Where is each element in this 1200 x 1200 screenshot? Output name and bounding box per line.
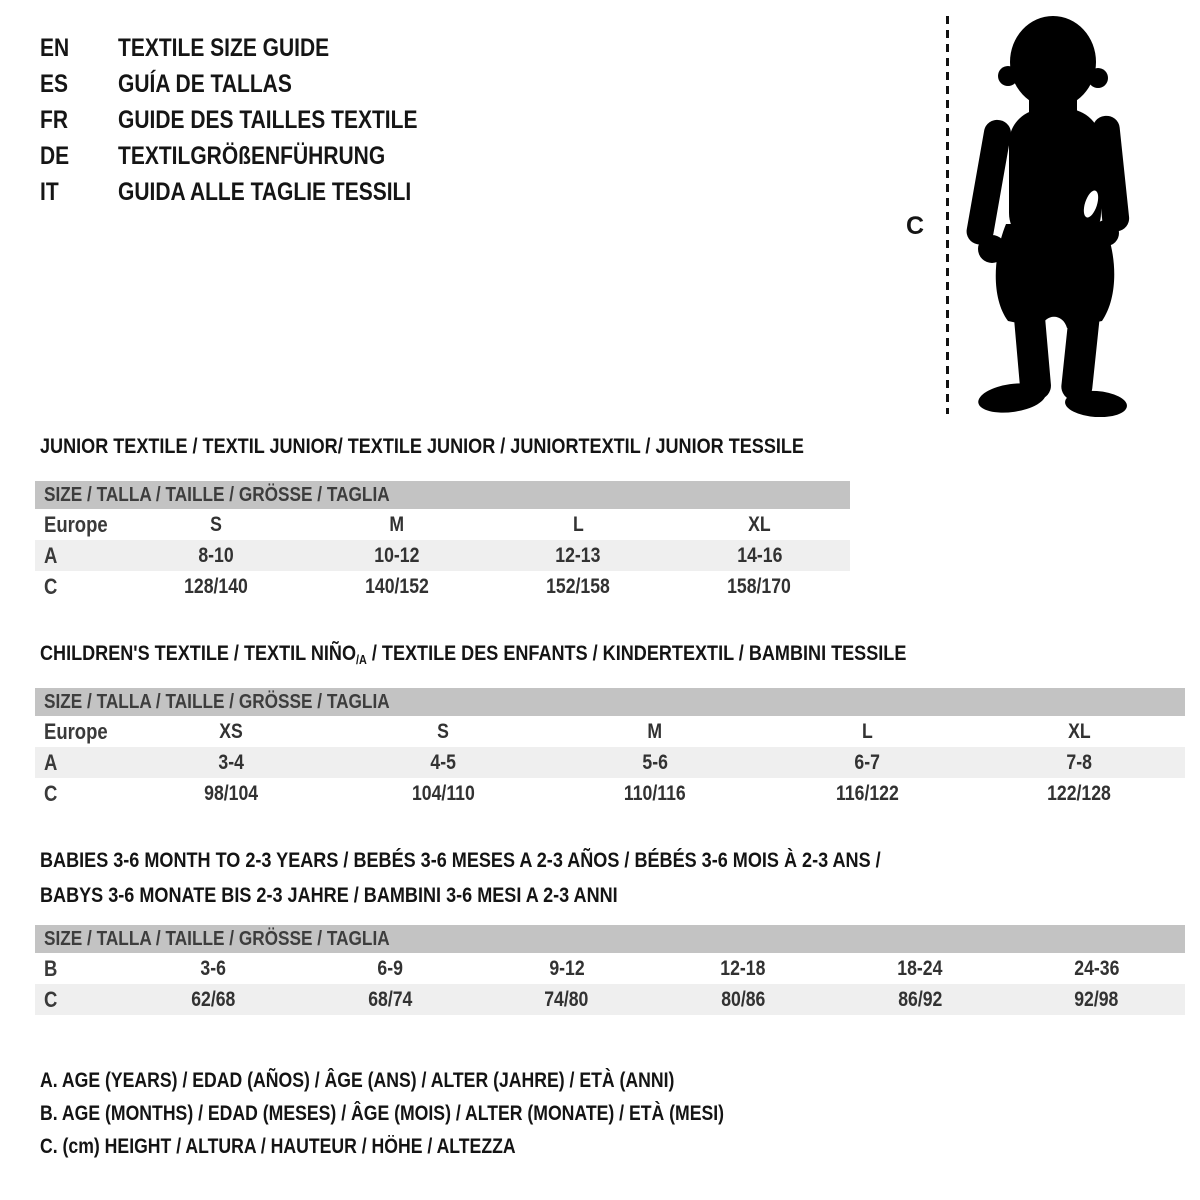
size-cell: S xyxy=(209,512,222,536)
language-code: DE xyxy=(40,141,70,170)
table-row-age xyxy=(35,747,1185,778)
row-label: Europe xyxy=(44,511,108,537)
language-row-es xyxy=(40,66,475,102)
months-cell: 3-6 xyxy=(200,956,227,980)
height-cell: 74/80 xyxy=(544,987,589,1011)
height-measure-label: C xyxy=(906,212,925,240)
size-cell: M xyxy=(389,512,405,536)
months-cell: 24-36 xyxy=(1074,956,1120,980)
height-cell: 158/170 xyxy=(727,574,792,598)
baby-silhouette-image xyxy=(965,12,1145,417)
height-cell: 62/68 xyxy=(191,987,236,1011)
legend-line-a: A. AGE (YEARS) / EDAD (AÑOS) / ÂGE (ANS) / ALTER (JAHRE) / ETÀ (ANNI) xyxy=(40,1068,675,1092)
size-header-label: SIZE / TALLA / TAILLE / GRÖSSE / TAGLIA xyxy=(44,483,390,506)
babies-size-table xyxy=(35,925,1185,1015)
height-measure-line xyxy=(946,16,949,414)
age-cell: 7-8 xyxy=(1066,750,1092,774)
row-label: C xyxy=(44,986,58,1012)
legend xyxy=(40,1064,854,1163)
size-header-bar xyxy=(35,688,1185,716)
height-cell: 140/152 xyxy=(364,574,429,598)
height-cell: 92/98 xyxy=(1074,987,1119,1011)
size-cell: L xyxy=(861,719,873,743)
size-cell: XL xyxy=(748,512,771,536)
children-section-title: CHILDREN'S TEXTILE / TEXTIL NIÑO/A / TEXTILE DES ENFANTS / KINDERTEXTIL / BAMBINI TESSILE xyxy=(40,641,907,667)
children-size-table xyxy=(35,688,1185,809)
language-title-list xyxy=(40,30,475,210)
size-cell: XL xyxy=(1067,719,1091,743)
language-row-it xyxy=(40,174,475,210)
row-label: Europe xyxy=(44,718,108,744)
age-cell: 8-10 xyxy=(197,543,234,567)
row-label: B xyxy=(44,955,58,981)
size-cell: M xyxy=(647,719,663,743)
table-row-europe xyxy=(35,716,1185,747)
language-code: ES xyxy=(40,69,69,98)
size-header-bar xyxy=(35,925,1185,953)
babies-title-line2: BABYS 3-6 MONATE BIS 2-3 JAHRE / BAMBINI 3-6 MESI A 2-3 ANNI xyxy=(40,883,618,907)
babies-title-line1: BABIES 3-6 MONTH TO 2-3 YEARS / BEBÉS 3-6 MESES A 2-3 AÑOS / BÉBÉS 3-6 MOIS À 2-3 ANS / xyxy=(40,848,881,872)
row-label: C xyxy=(44,573,58,599)
age-cell: 12-13 xyxy=(555,543,601,567)
months-cell: 6-9 xyxy=(377,956,403,980)
guide-title-en: TEXTILE SIZE GUIDE xyxy=(118,33,330,62)
size-header-label: SIZE / TALLA / TAILLE / GRÖSSE / TAGLIA xyxy=(44,927,390,950)
legend-line-c: C. (cm) HEIGHT / ALTURA / HAUTEUR / HÖHE / ALTEZZA xyxy=(40,1134,516,1158)
age-cell: 10-12 xyxy=(374,543,420,567)
table-row-age xyxy=(35,540,850,571)
height-cell: 68/74 xyxy=(367,987,413,1011)
junior-size-table xyxy=(35,481,850,602)
height-cell: 128/140 xyxy=(183,574,248,598)
size-cell: S xyxy=(437,719,449,743)
height-cell: 110/116 xyxy=(624,781,686,805)
months-cell: 18-24 xyxy=(897,956,943,980)
age-cell: 5-6 xyxy=(642,750,668,774)
babies-section-title xyxy=(40,843,1041,913)
language-code: IT xyxy=(40,177,59,206)
months-cell: 12-18 xyxy=(720,956,766,980)
nino-a-subscript: /A xyxy=(356,652,367,667)
language-row-en xyxy=(40,30,475,66)
height-cell: 152/158 xyxy=(546,574,611,598)
junior-section-title: JUNIOR TEXTILE / TEXTIL JUNIOR/ TEXTILE JUNIOR / JUNIORTEXTIL / JUNIOR TESSILE xyxy=(40,434,804,458)
language-code: FR xyxy=(40,105,68,134)
language-row-fr xyxy=(40,102,475,138)
table-row-height xyxy=(35,984,1185,1015)
row-label: A xyxy=(44,542,58,568)
height-cell: 80/86 xyxy=(721,987,766,1011)
guide-title-es: GUÍA DE TALLAS xyxy=(118,69,292,98)
height-cell: 86/92 xyxy=(897,987,943,1011)
size-cell: XS xyxy=(219,719,243,743)
age-cell: 3-4 xyxy=(218,750,244,774)
age-cell: 14-16 xyxy=(736,543,782,567)
height-cell: 98/104 xyxy=(204,781,258,805)
table-row-europe xyxy=(35,509,850,540)
age-cell: 6-7 xyxy=(854,750,880,774)
height-cell: 116/122 xyxy=(835,781,899,805)
guide-title-it: GUIDA ALLE TAGLIE TESSILI xyxy=(118,177,412,206)
size-header-label: SIZE / TALLA / TAILLE / GRÖSSE / TAGLIA xyxy=(44,690,390,713)
table-row-height xyxy=(35,571,850,602)
table-row-height xyxy=(35,778,1185,809)
height-cell: 104/110 xyxy=(411,781,475,805)
height-cell: 122/128 xyxy=(1047,781,1111,805)
legend-line-b: B. AGE (MONTHS) / EDAD (MESES) / ÂGE (MOIS) / ALTER (MONATE) / ETÀ (MESI) xyxy=(40,1101,725,1125)
size-header-bar xyxy=(35,481,850,509)
guide-title-fr: GUIDE DES TAILLES TEXTILE xyxy=(118,105,418,134)
row-label: A xyxy=(44,749,58,775)
size-cell: L xyxy=(572,512,584,536)
guide-title-de: TEXTILGRÖßENFÜHRUNG xyxy=(118,141,386,170)
months-cell: 9-12 xyxy=(548,956,585,980)
row-label: C xyxy=(44,780,58,806)
table-row-months xyxy=(35,953,1185,984)
language-code: EN xyxy=(40,33,70,62)
age-cell: 4-5 xyxy=(430,750,456,774)
language-row-de xyxy=(40,138,475,174)
